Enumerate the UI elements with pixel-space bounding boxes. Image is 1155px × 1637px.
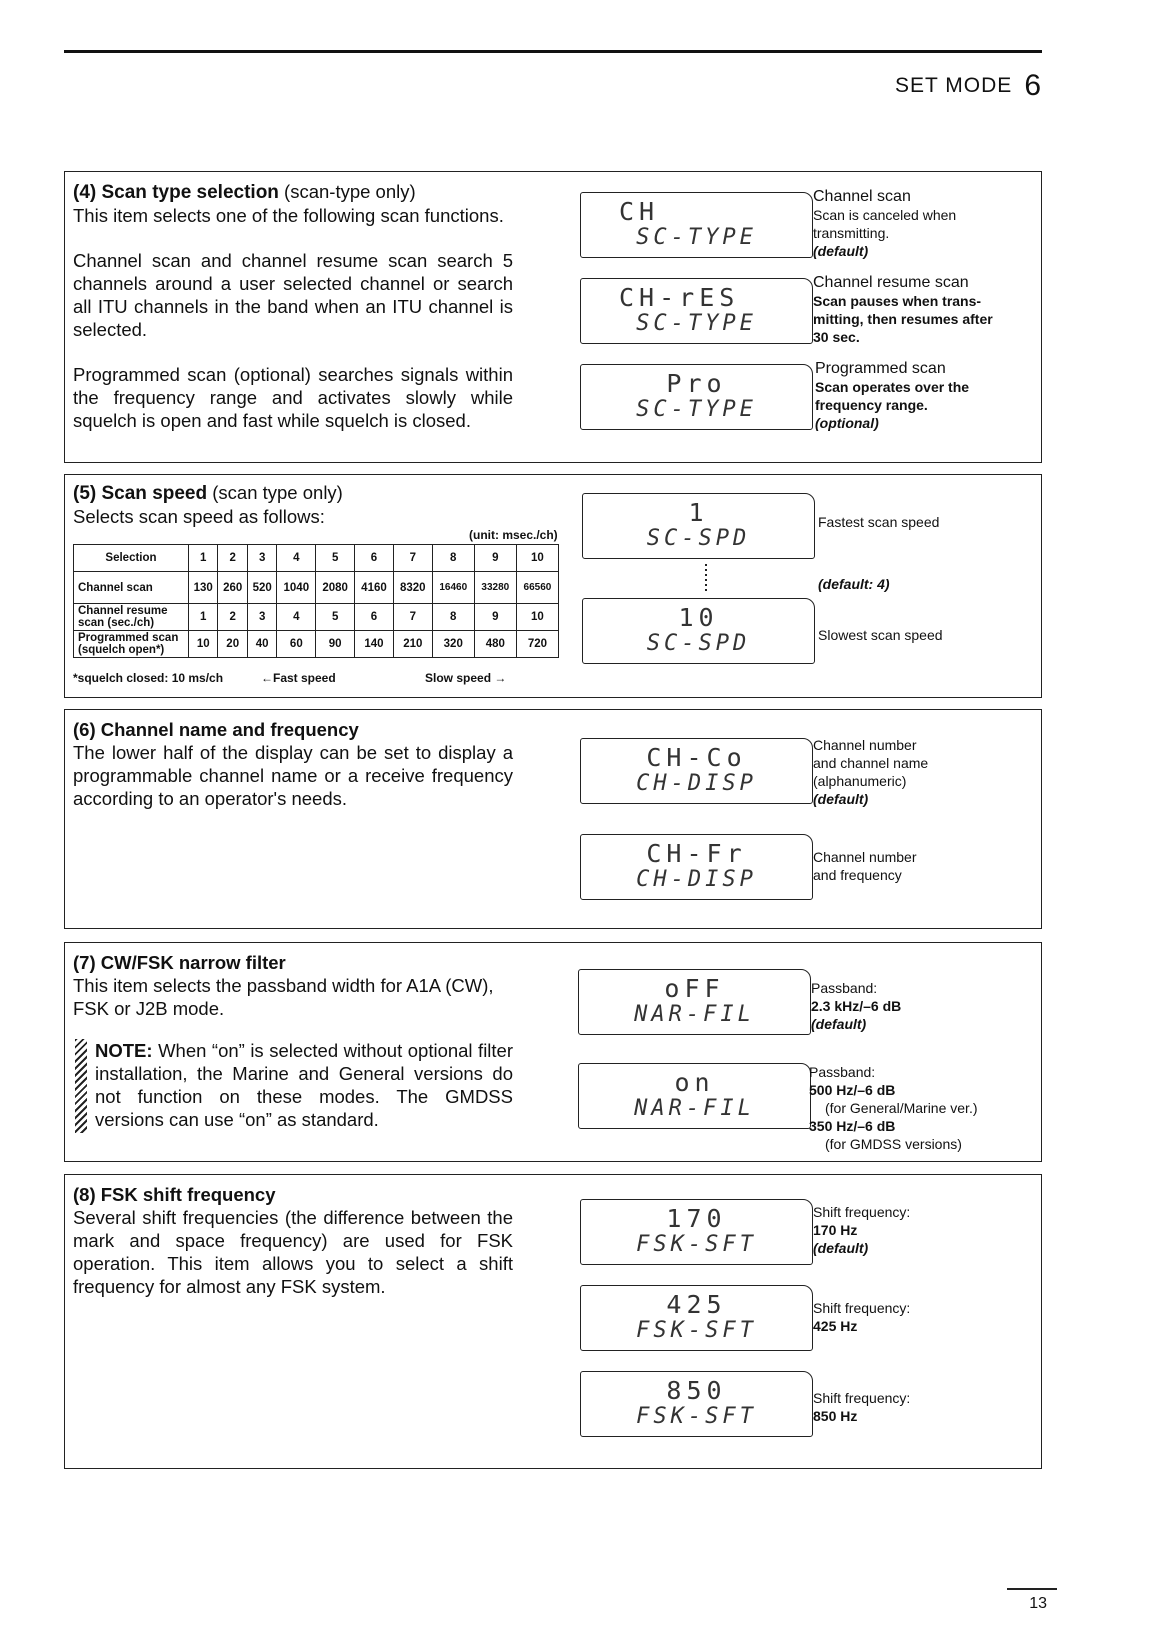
table-cell: 260	[218, 572, 247, 604]
sec8-title: (8) FSK shift frequency	[73, 1184, 276, 1205]
section-fsk-shift	[64, 1174, 1042, 1469]
lcd-line-1: Pro	[666, 369, 727, 398]
section-channel-name	[64, 709, 1042, 929]
lcd-line-2: FSK-SFT	[636, 1318, 757, 1343]
table-unit: (unit: msec./ch)	[469, 528, 558, 542]
desc-line: mitting, then resumes after	[813, 311, 993, 327]
desc-line: frequency range.	[815, 397, 928, 413]
sec6-para-1: The lower half of the display can be set to display a programmable channel name or a receive frequency according to an operator's needs.	[73, 742, 513, 809]
lcd-display	[580, 364, 813, 430]
lcd-line-2: NAR-FIL	[634, 1002, 755, 1027]
slowest-speed-desc: Slowest scan speed	[818, 627, 943, 643]
note-label: NOTE:	[95, 1040, 153, 1061]
table-cell: 6	[355, 604, 394, 631]
sec6-title: (6) Channel name and frequency	[73, 719, 359, 740]
table-header-cell: 8	[432, 545, 474, 572]
slow-speed-label: Slow speed →	[425, 671, 507, 685]
table-cell: 10	[516, 604, 558, 631]
desc-line: Passband:	[809, 1064, 876, 1080]
sec4-para-1: This item selects one of the following scan functions.	[73, 205, 504, 226]
sec4-text	[73, 180, 513, 432]
lcd-line-2: SC-TYPE	[636, 225, 757, 250]
table-row	[74, 604, 559, 631]
table-cell: 210	[393, 631, 432, 658]
lcd-display	[578, 1063, 811, 1129]
table-cell: 720	[516, 631, 558, 658]
section-scan-type	[64, 171, 1042, 463]
lcd-display	[578, 969, 811, 1035]
display-description	[811, 979, 901, 1033]
table-cell: 4	[277, 604, 316, 631]
sec8-para-1: Several shift frequencies (the difference between the mark and space frequency) are used for FSK operation. This item allows you to select a shift frequency for almost any FSK system.	[73, 1207, 513, 1297]
desc-line: 2.3 kHz/–6 dB	[811, 998, 902, 1014]
table-header-cell: 9	[474, 545, 516, 572]
default-note: (default)	[813, 791, 869, 807]
optional-note: (optional)	[815, 415, 879, 431]
table-footnote: *squelch closed: 10 ms/ch	[73, 671, 224, 685]
page-number-rule	[1007, 1588, 1057, 1590]
table-cell: 20	[218, 631, 247, 658]
desc-line: Scan operates over the	[815, 379, 970, 395]
desc-line: 850 Hz	[813, 1408, 858, 1424]
sec6-text	[73, 718, 513, 810]
desc-line: 30 sec.	[813, 329, 860, 345]
display-description	[813, 1203, 910, 1257]
display-description	[813, 1389, 910, 1425]
note-hatch-icon	[75, 1039, 87, 1133]
table-header-cell: 4	[277, 545, 316, 572]
desc-line: Channel number	[813, 737, 917, 753]
lcd-line-1: on	[674, 1068, 715, 1097]
table-cell: 40	[247, 631, 276, 658]
lcd-display	[582, 598, 815, 664]
display-description	[813, 848, 917, 884]
table-cell: 2	[218, 604, 247, 631]
desc-line: Shift frequency:	[813, 1204, 911, 1220]
display-description	[813, 188, 956, 260]
display-description	[815, 360, 969, 432]
table-cell: Channel scan	[74, 572, 189, 604]
lcd-display	[580, 278, 813, 344]
lcd-line-1: CH	[619, 197, 660, 226]
section-narrow-filter	[64, 942, 1042, 1162]
table-header-cell: 7	[393, 545, 432, 572]
lcd-display	[580, 1285, 813, 1351]
desc-line: 350 Hz/–6 dB	[809, 1118, 896, 1134]
dotted-connector	[705, 564, 707, 594]
display-description	[813, 736, 928, 808]
lcd-line-1: CH-Fr	[646, 839, 747, 868]
lcd-line-2: SC-SPD	[646, 631, 751, 656]
display-description	[813, 274, 993, 346]
note-text: When “on” is selected without optional filter installation, the Marine and General versions do not function on these modes. The GMDSS versions can use “on” as standard.	[95, 1040, 514, 1130]
table-header-cell: 2	[218, 545, 247, 572]
default-note: (default)	[813, 243, 869, 259]
lcd-display	[580, 738, 813, 804]
lcd-line-1: 170	[666, 1204, 727, 1233]
table-cell: 16460	[432, 572, 474, 604]
fast-speed-label: ←Fast speed	[261, 671, 336, 685]
desc-line: 425 Hz	[813, 1318, 858, 1334]
table-cell: 8	[432, 604, 474, 631]
sec7-title: (7) CW/FSK narrow filter	[73, 952, 286, 973]
table-cell: Channel resume scan (sec./ch)	[74, 604, 189, 631]
sec8-text	[73, 1183, 513, 1298]
table-row	[74, 572, 559, 604]
lcd-display	[580, 1199, 813, 1265]
sec4-para-3: Programmed scan (optional) searches signals within the frequency range and activates slowly while squelch is open and fast while squelch is closed.	[73, 364, 513, 431]
table-cell: 1040	[277, 572, 316, 604]
sec5-text	[73, 481, 543, 528]
lcd-line-2: FSK-SFT	[636, 1404, 757, 1429]
default-note: (default)	[813, 1240, 869, 1256]
top-rule	[64, 50, 1042, 53]
table-cell: 2080	[316, 572, 355, 604]
lcd-display	[580, 1371, 813, 1437]
lcd-display	[582, 493, 815, 559]
desc-line: Scan is canceled when	[813, 207, 957, 223]
lcd-line-1: oFF	[664, 974, 725, 1003]
desc-line: Channel number	[813, 849, 917, 865]
chapter-number: 6	[1024, 69, 1042, 102]
table-cell: 1	[189, 604, 218, 631]
table-cell: 60	[277, 631, 316, 658]
table-header-cell: 5	[316, 545, 355, 572]
default-note: (default)	[811, 1016, 867, 1032]
table-cell: 7	[393, 604, 432, 631]
sec4-para-2: Channel scan and channel resume scan search 5 channels around a user selected channel or search all ITU channels in the band when an ITU channel is selected.	[73, 250, 513, 340]
sec7-para-1: This item selects the passband width for A1A (CW), FSK or J2B mode.	[73, 975, 494, 1019]
lcd-line-2: SC-TYPE	[636, 311, 757, 336]
default-note: (default: 4)	[818, 576, 890, 592]
display-description	[809, 1063, 978, 1153]
sec7-note	[95, 1039, 513, 1131]
lcd-display	[580, 834, 813, 900]
lcd-line-1: 850	[666, 1376, 727, 1405]
table-header-cell: 6	[355, 545, 394, 572]
sec5-para-1: Selects scan speed as follows:	[73, 506, 325, 527]
page-header	[895, 66, 1042, 100]
sec5-subtitle: (scan type only)	[212, 482, 343, 503]
table-cell: 480	[474, 631, 516, 658]
page-number: 13	[1029, 1595, 1047, 1612]
desc-line: Shift frequency:	[813, 1300, 911, 1316]
lcd-line-2: CH-DISP	[636, 771, 757, 796]
sec7-text	[73, 951, 513, 1020]
table-cell: 320	[432, 631, 474, 658]
scan-speed-table	[73, 544, 559, 658]
lcd-line-2: SC-TYPE	[636, 397, 757, 422]
table-cell: 130	[189, 572, 218, 604]
table-cell: 9	[474, 604, 516, 631]
table-header-cell: 3	[247, 545, 276, 572]
desc-line: and frequency	[813, 867, 902, 883]
lcd-line-2: NAR-FIL	[634, 1096, 755, 1121]
desc-line: Shift frequency:	[813, 1390, 911, 1406]
desc-line: (alphanumeric)	[813, 773, 907, 789]
table-cell: 3	[247, 604, 276, 631]
desc-line: (for GMDSS versions)	[825, 1136, 962, 1152]
table-cell: Programmed scan (squelch open*)	[74, 631, 189, 658]
table-cell: 90	[316, 631, 355, 658]
table-header-cell: 1	[189, 545, 218, 572]
mode-name: Channel scan	[813, 188, 911, 205]
desc-line: 170 Hz	[813, 1222, 858, 1238]
lcd-line-1: CH-Co	[646, 743, 747, 772]
table-cell: 520	[247, 572, 276, 604]
lcd-line-2: SC-SPD	[646, 526, 751, 551]
sec4-subtitle: (scan-type only)	[284, 181, 416, 202]
table-cell: 140	[355, 631, 394, 658]
section-scan-speed	[64, 474, 1042, 698]
lcd-line-2: FSK-SFT	[636, 1232, 757, 1257]
lcd-line-1: 10	[678, 603, 719, 632]
mode-name: Programmed scan	[815, 360, 946, 377]
lcd-line-2: CH-DISP	[636, 867, 757, 892]
table-cell: 8320	[393, 572, 432, 604]
header-title: SET MODE	[895, 74, 1013, 97]
table-cell: 4160	[355, 572, 394, 604]
desc-line: transmitting.	[813, 225, 890, 241]
desc-line: Scan pauses when trans-	[813, 293, 982, 309]
table-row	[74, 631, 559, 658]
desc-line: and channel name	[813, 755, 929, 771]
table-cell: 66560	[516, 572, 558, 604]
display-description	[813, 1299, 910, 1335]
sec4-title: (4) Scan type selection	[73, 182, 279, 203]
desc-line: 500 Hz/–6 dB	[809, 1082, 896, 1098]
mode-name: Channel resume scan	[813, 274, 969, 291]
fastest-speed-desc: Fastest scan speed	[818, 514, 940, 530]
sec5-title: (5) Scan speed	[73, 483, 208, 504]
table-header-cell: Selection	[74, 545, 189, 572]
table-cell: 5	[316, 604, 355, 631]
table-cell: 10	[189, 631, 218, 658]
table-header-row	[74, 545, 559, 572]
lcd-line-1: CH-rES	[619, 283, 740, 312]
table-header-cell: 10	[516, 545, 558, 572]
lcd-display	[580, 192, 813, 258]
table-cell: 33280	[474, 572, 516, 604]
desc-line: Passband:	[811, 980, 878, 996]
lcd-line-1: 425	[666, 1290, 727, 1319]
desc-line: (for General/Marine ver.)	[825, 1100, 978, 1116]
lcd-line-1: 1	[688, 498, 709, 527]
